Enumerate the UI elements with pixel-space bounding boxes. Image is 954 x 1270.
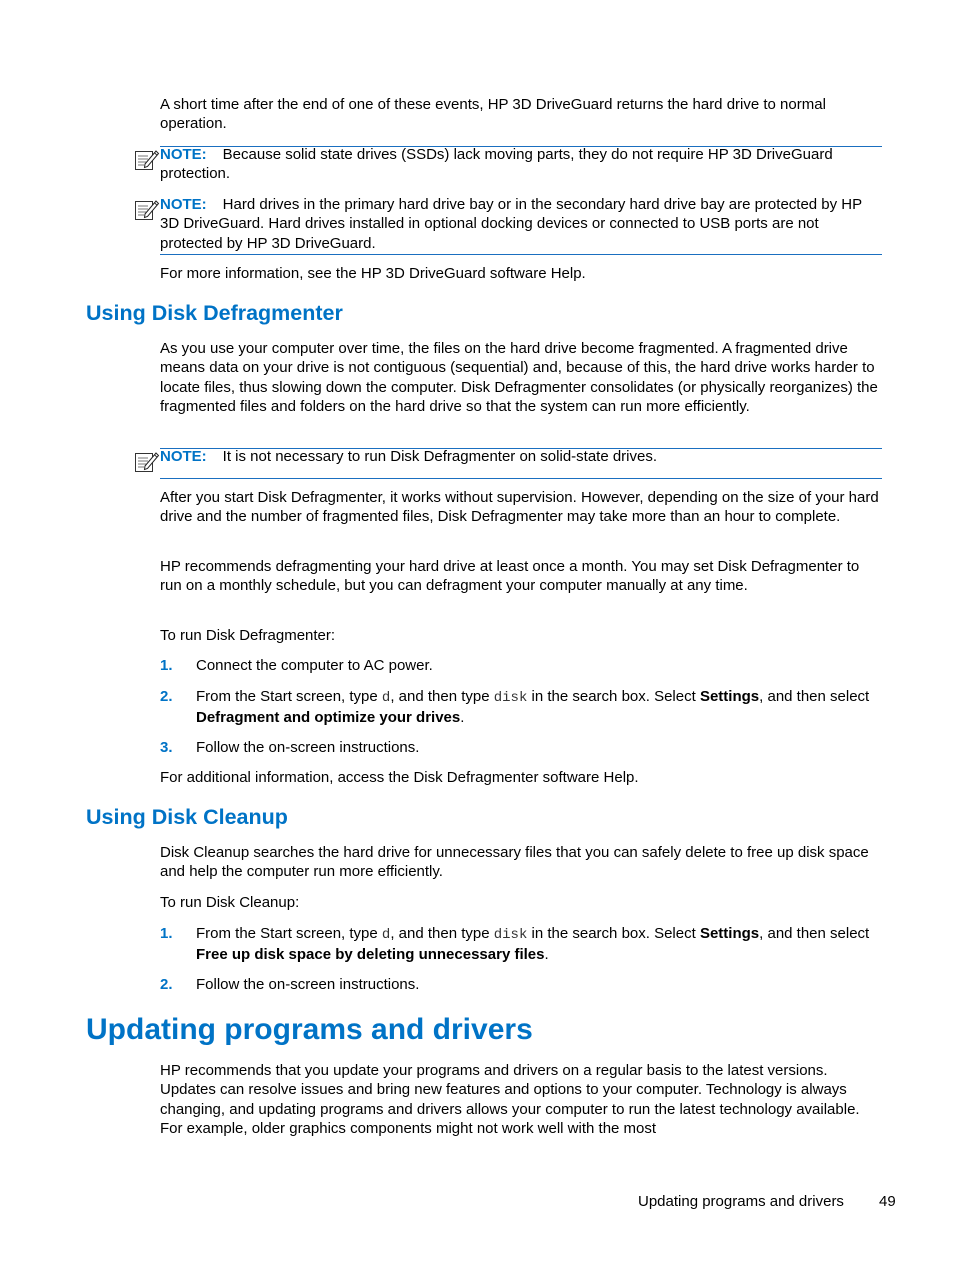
section-heading-defragmenter: Using Disk Defragmenter [86, 301, 343, 325]
step-text-segment: , and then type [390, 688, 494, 705]
note-label: NOTE: [160, 146, 207, 163]
page-number: 49 [879, 1193, 896, 1210]
step-text-segment: From the Start screen, type [196, 688, 382, 705]
note-3 [160, 447, 882, 466]
code-text: disk [493, 690, 528, 706]
updating-paragraph-1: HP recommends that you update your programs and drivers on a regular basis to the latest versions. Updates can resolve issues and bring new features and options to your computer. Technology is always changing, and updating programs and drivers allows your computer to run the latest technology available. For example, older graphics components might not work well with the most [160, 1062, 860, 1137]
note-1-text: Because solid state drives (SSDs) lack moving parts, they do not require HP 3D DriveGuard protection. [160, 146, 833, 183]
step-text-segment: , and then select [759, 925, 870, 942]
note-pencil-icon [134, 147, 160, 171]
step-number: 3. [160, 739, 173, 756]
cleanup-paragraph-2: To run Disk Cleanup: [160, 894, 300, 911]
step-text-segment: , and then select [759, 688, 870, 705]
cleanup-paragraph-1: Disk Cleanup searches the hard drive for unnecessary files that you can safely delete to free up disk space and help the computer run more efficiently. [160, 844, 869, 881]
code-text: d [381, 927, 391, 943]
step-number: 2. [160, 976, 173, 993]
step-number: 2. [160, 688, 173, 705]
ui-term: Free up disk space by deleting unnecessary files [196, 946, 545, 964]
footer-section-title: Updating programs and drivers [638, 1193, 844, 1210]
defrag-paragraph-5: For additional information, access the Disk Defragmenter software Help. [160, 769, 639, 786]
chapter-heading-updating: Updating programs and drivers [86, 1013, 533, 1046]
ui-term: Settings [699, 925, 760, 942]
note-bottom-rule [160, 254, 882, 255]
code-text: d [381, 690, 391, 706]
step-text-segment: . [544, 946, 549, 964]
intro-paragraph: A short time after the end of one of these events, HP 3D DriveGuard returns the hard drive to normal operation. [160, 96, 826, 133]
note-bottom-rule [160, 478, 882, 479]
step-text: Connect the computer to AC power. [196, 657, 433, 674]
note-2-text: Hard drives in the primary hard drive bay or in the secondary hard drive bay are protected by HP 3D DriveGuard. Hard drives installed in optional docking devices or connected to USB ports are not protected by HP 3D DriveGuard. [160, 196, 862, 252]
step-text [196, 924, 882, 965]
defrag-paragraph-3: HP recommends defragmenting your hard drive at least once a month. You may set Disk Defragmenter to run on a monthly schedule, but you can defragment your computer manually at any time. [160, 558, 860, 595]
note-2 [160, 195, 882, 253]
note-3-text: It is not necessary to run Disk Defragmenter on solid-state drives. [222, 448, 658, 465]
code-text: disk [493, 927, 528, 943]
defrag-paragraph-2: After you start Disk Defragmenter, it works without supervision. However, depending on the size of your hard drive and the number of fragmented files, Disk Defragmenter may take more than an hour to complete. [160, 489, 879, 526]
section-heading-cleanup: Using Disk Cleanup [86, 805, 288, 829]
note-label: NOTE: [160, 196, 207, 213]
defrag-paragraph-1: As you use your computer over time, the files on the hard drive become fragmented. A fragmented drive means data on your drive is not contiguous (sequential) and, because of this, the hard drive works harder to locate files, thus slowing down the computer. Disk Defragmenter consolidates (or physically reorganizes) the fragmented files and folders on the hard drive so that the system can run more efficiently. [160, 340, 878, 415]
step-text: Follow the on-screen instructions. [196, 739, 420, 756]
step-text [196, 687, 882, 728]
step-text-segment: From the Start screen, type [196, 925, 382, 942]
step-text-segment: in the search box. Select [527, 925, 700, 942]
note-pencil-icon [134, 449, 160, 473]
note-pencil-icon [134, 197, 160, 221]
step-text-segment: . [460, 709, 465, 727]
list-item [160, 687, 882, 727]
list-item [160, 924, 882, 964]
step-text: Follow the on-screen instructions. [196, 976, 420, 993]
step-text-segment: in the search box. Select [527, 688, 700, 705]
step-number: 1. [160, 925, 173, 942]
ui-term: Settings [699, 688, 760, 705]
step-number: 1. [160, 657, 173, 674]
note-label: NOTE: [160, 448, 207, 465]
note-1 [160, 145, 882, 184]
ui-term: Defragment and optimize your drives [196, 709, 461, 727]
defrag-paragraph-4: To run Disk Defragmenter: [160, 627, 336, 644]
step-text-segment: , and then type [390, 925, 494, 942]
driveguard-help-paragraph: For more information, see the HP 3D DriveGuard software Help. [160, 265, 586, 282]
